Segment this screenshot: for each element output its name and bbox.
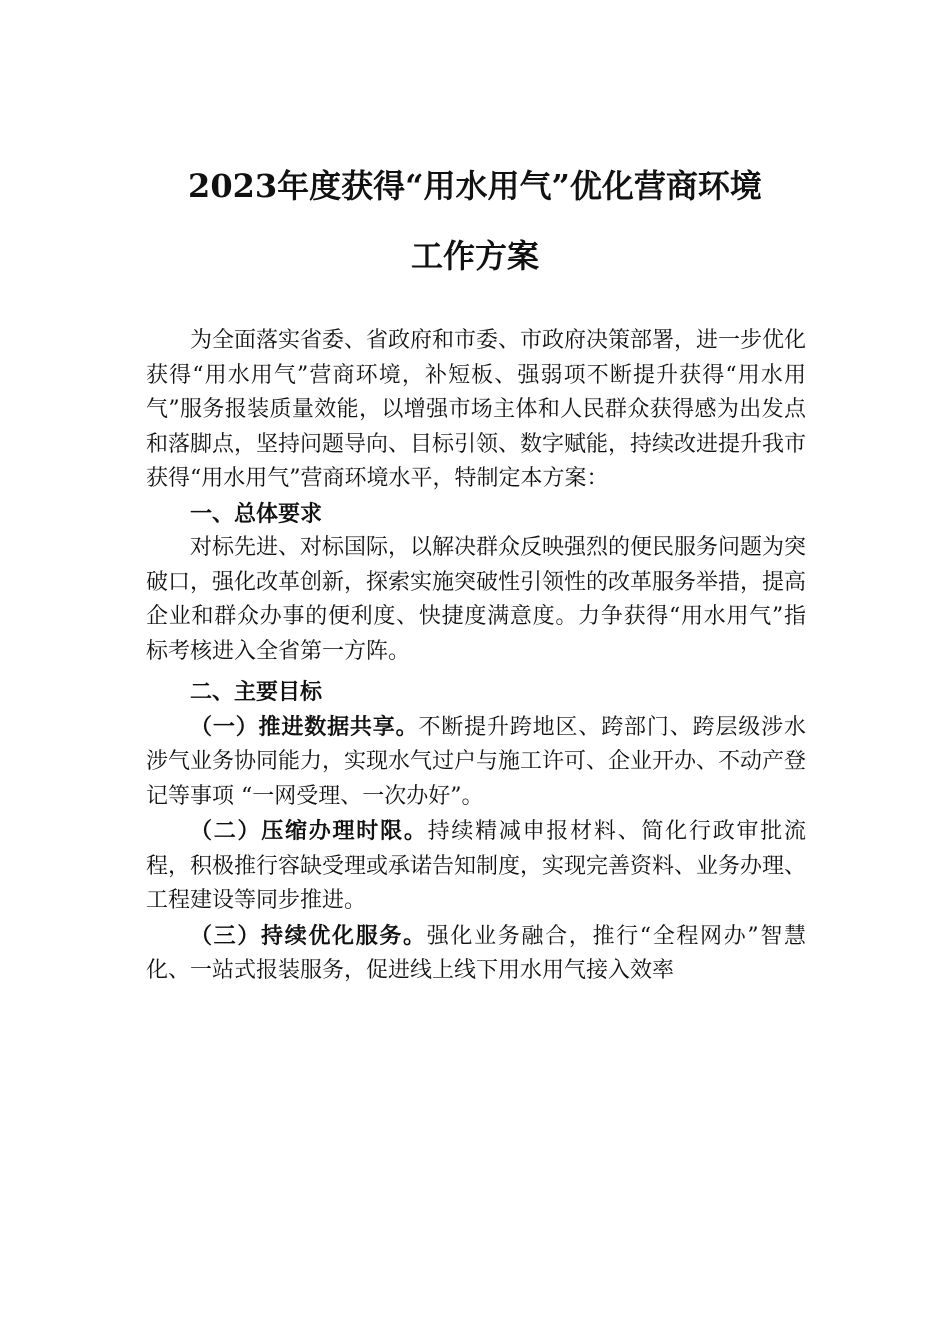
goal-item-2 [146, 814, 806, 919]
goal-item-3-text: 强化业务融合，推行“全程网办”智慧化、一站式报装服务，促进线上线下用水用气接入效率 [146, 923, 806, 983]
document-body [146, 324, 806, 989]
intro-paragraph: 为全面落实省委、省政府和市委、市政府决策部署，进一步优化获得“用水用气”营商环境，补短板、强弱项不断提升获得“用水用气”服务报装质量效能，以增强市场主体和人民群众获得感为出发点和落脚点，坚持问题导向、目标引领、数字赋能，持续改进提升我市获得“用水用气”营商环境水平，特制定本方案： [146, 328, 807, 491]
section-1-paragraph: 对标先进、对标国际，以解决群众反映强烈的便民服务问题为突破口，强化改革创新，探索实施突破性引领性的改革服务举措，提高企业和群众办事的便利度、快捷度满意度。力争获得“用水用气”指标考核进入全省第一方阵。 [146, 535, 807, 664]
goal-item-1-lead: （一）推进数据共享。 [190, 713, 419, 740]
goal-item-3 [146, 919, 806, 989]
goal-item-1 [146, 710, 806, 815]
section-1-heading: 一、总体要求 [190, 500, 323, 527]
section-2-heading: 二、主要目标 [190, 679, 323, 705]
goal-item-1-text: 不断提升跨地区、跨部门、跨层级涉水涉气业务协同能力，实现水气过户与施工许可、企业开办、不动产登记等事项 “一网受理、一次办好”。 [146, 714, 807, 809]
goal-item-3-lead: （三）持续优化服务。 [190, 922, 427, 949]
goal-item-2-text: 持续精减申报材料、简化行政审批流程，积极推行容缺受理或承诺告知制度，实现完善资料、业务办理、工程建设等同步推进。 [146, 819, 807, 913]
document-title-line-1: 2023年度获得“用水用气”优化营商环境 [188, 167, 762, 205]
document-title-line-2: 工作方案 [410, 237, 539, 275]
goal-item-2-lead: （二）压缩办理时限。 [190, 818, 428, 844]
